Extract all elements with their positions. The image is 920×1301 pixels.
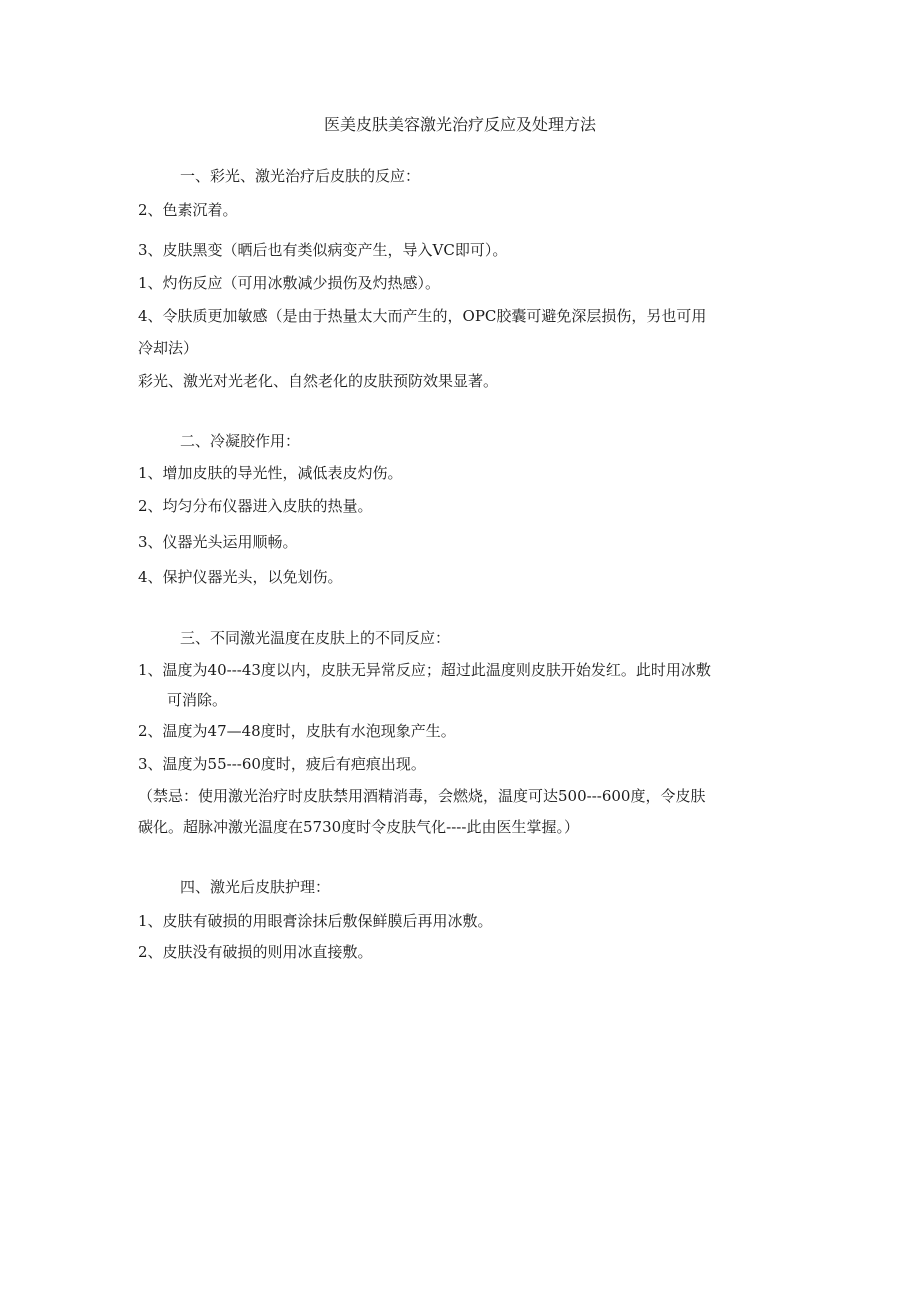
list-item: 3、温度为55---60度时，疲后有疤痕出现。 [138, 755, 426, 773]
list-item: 3、皮肤黑变（晒后也有类似病变产生，导入VC即可）。 [138, 241, 508, 259]
section-heading: 一、彩光、激光治疗后皮肤的反应： [180, 167, 421, 185]
list-item: 4、令肤质更加敏感（是由于热量太大而产生的，OPC胶囊可避免深层损伤，另也可用 [138, 307, 707, 325]
section-heading: 四、激光后皮肤护理： [180, 878, 331, 896]
list-item: 冷却法） [138, 339, 199, 357]
section-heading: 二、冷凝胶作用： [180, 432, 301, 450]
list-item: 2、温度为47—48度时，皮肤有水泡现象产生。 [138, 722, 456, 740]
list-item: 4、保护仪器光头，以免划伤。 [138, 568, 343, 586]
document-title: 医美皮肤美容激光治疗反应及处理方法 [323, 115, 596, 134]
list-item: 2、均匀分布仪器进入皮肤的热量。 [138, 497, 373, 515]
list-item: 2、皮肤没有破损的则用冰直接敷。 [138, 943, 373, 961]
list-item: 2、色素沉着。 [138, 201, 238, 219]
section-heading: 三、不同激光温度在皮肤上的不同反应： [180, 629, 451, 647]
note-line: （禁忌：使用激光治疗时皮肤禁用酒精消毒，会燃烧，温度可达500---600度，令皮肤 [138, 787, 706, 805]
list-item: 彩光、激光对光老化、自然老化的皮肤预防效果显著。 [138, 372, 499, 390]
note-line: 碳化。超脉冲激光温度在5730度时令皮肤气化----此由医生掌握。） [138, 818, 579, 836]
list-item: 3、仪器光头运用顺畅。 [138, 533, 298, 551]
list-item: 1、增加皮肤的导光性，减低表皮灼伤。 [138, 464, 403, 482]
list-item: 1、温度为40---43度以内，皮肤无异常反应；超过此温度则皮肤开始发红。此时用冰敷 [138, 661, 711, 679]
list-item: 1、皮肤有破损的用眼膏涂抹后敷保鲜膜后再用冰敷。 [138, 912, 493, 930]
list-item-continuation: 可消除。 [167, 691, 228, 709]
list-item: 1、灼伤反应（可用冰敷减少损伤及灼热感）。 [138, 274, 441, 292]
